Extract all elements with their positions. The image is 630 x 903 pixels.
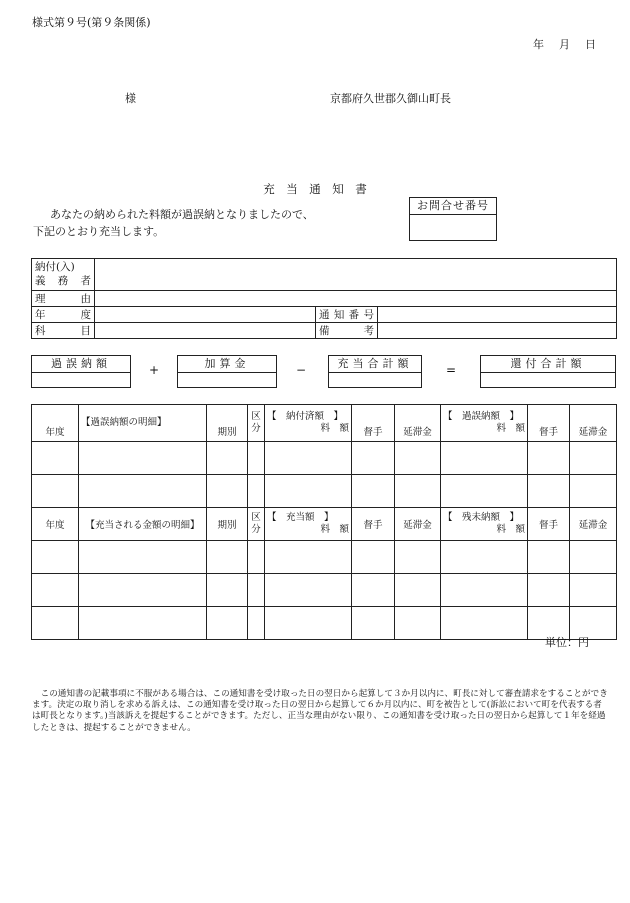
- minus-sign: −: [296, 363, 307, 377]
- form-number: 様式第９号(第９条関係): [32, 16, 151, 29]
- reason-row: [32, 291, 617, 307]
- inquiry-box: [409, 197, 497, 241]
- remaining-group-label: 【 残未納額 】: [443, 512, 520, 524]
- appropriated-group-label: 【 充当額 】: [267, 512, 334, 524]
- appropriated-total-label: 充当合計額: [329, 356, 421, 373]
- overpaid-group-label: 【 過誤納額 】: [443, 411, 520, 423]
- year-label: 年度: [32, 307, 95, 323]
- year-value: [95, 307, 316, 323]
- table-row: [32, 475, 617, 508]
- appeal-notice: この通知書の記載事項に不服がある場合は、この通知書を受け取った日の翌日から起算して３か月以内に、町長に対して審査請求をすることができます。決定の取り消しを求める訴えは、この通知書を受け取った日の翌日から起算して６か月以内に、町を被告として(訴訟において町を代表する者は町長となります。)当該訴えを提起することができます。ただし、正当な理由がない限り、この通知書を受け取った日の翌日から起算して１年を経過したときは、提起することができません。: [32, 689, 608, 733]
- recipient-suffix: 様: [125, 92, 136, 105]
- detail-table: [31, 404, 617, 640]
- remaining-fee-label: 料 額: [496, 524, 525, 535]
- col-year-2: 年度: [32, 508, 79, 541]
- col-division-1: 区: [251, 411, 261, 423]
- item-value: [95, 323, 316, 339]
- col-paid-fee: [265, 405, 352, 442]
- table-row: [32, 541, 617, 574]
- payer-value: [95, 259, 617, 291]
- message-line-1: あなたの納められた料額が過誤納となりましたので、: [50, 208, 314, 221]
- notice-number-label: 通知番号: [316, 307, 378, 323]
- remarks-value: [378, 323, 617, 339]
- col-overpaid-fee: [441, 405, 528, 442]
- payer-label-2: 義務者: [35, 274, 91, 287]
- paid-group-label: 【 納付済額 】: [267, 411, 344, 423]
- item-row: [32, 323, 617, 339]
- table-row: [32, 442, 617, 475]
- refund-total-box: [480, 355, 616, 388]
- detail-header-bottom: [32, 508, 617, 541]
- col-period: 期別: [207, 405, 248, 442]
- addition-box: [177, 355, 277, 388]
- appropriated-fee-label: 料 額: [320, 524, 349, 535]
- col-division-b-2: 分: [251, 524, 261, 535]
- col-paid-delay-charge: 延滞金: [395, 405, 441, 442]
- year-row: [32, 307, 617, 323]
- inquiry-value: [410, 215, 496, 219]
- col-remaining-delay-charge: 延滞金: [570, 508, 617, 541]
- addition-label: 加算金: [178, 356, 276, 373]
- overpaid-label: 過誤納額: [32, 356, 130, 373]
- message-line-2: 下記のとおり充当します。: [33, 225, 165, 238]
- col-period-2: 期別: [207, 508, 248, 541]
- col-overpaid-late-fee: 督手: [528, 405, 570, 442]
- unit-label: 単位：円: [545, 636, 589, 649]
- page-title: 充 当 通 知 書: [263, 182, 367, 196]
- remarks-label: 備考: [316, 323, 378, 339]
- reason-label: 理由: [32, 291, 95, 307]
- payer-label-1: 納付(入): [35, 261, 75, 274]
- equals-sign: =: [446, 363, 457, 377]
- col-year: 年度: [32, 405, 79, 442]
- col-remaining-late-fee: 督手: [528, 508, 570, 541]
- refund-total-label: 還付合計額: [481, 356, 615, 373]
- table-row: [32, 574, 617, 607]
- col-remaining-fee: [441, 508, 528, 541]
- payer-row: [32, 259, 617, 291]
- item-label: 科目: [32, 323, 95, 339]
- col-appropriated-late-fee: 督手: [352, 508, 395, 541]
- info-table: [31, 258, 617, 339]
- paid-fee-label: 料 額: [320, 423, 349, 434]
- plus-sign: +: [149, 363, 160, 377]
- col-division-b-1: 区: [251, 512, 261, 524]
- detail-header-top: [32, 405, 617, 442]
- col-division: [248, 405, 265, 442]
- issuer-name: 京都府久世郡久御山町長: [330, 92, 451, 105]
- reason-value: [95, 291, 617, 307]
- payer-label: [32, 259, 95, 291]
- col-paid-late-fee: 督手: [352, 405, 395, 442]
- col-appropriated-fee: [265, 508, 352, 541]
- col-appropriated-detail: 【充当される金額の明細】: [79, 508, 207, 541]
- col-appropriated-delay-charge: 延滞金: [395, 508, 441, 541]
- issue-date: 年 月 日: [533, 38, 598, 51]
- inquiry-label: お問合せ番号: [410, 198, 496, 215]
- overpaid-box: [31, 355, 131, 388]
- appropriated-total-box: [328, 355, 422, 388]
- col-division-2: 分: [251, 423, 261, 434]
- notice-number-value: [378, 307, 617, 323]
- col-division-b: [248, 508, 265, 541]
- col-overpaid-detail: 【過誤納額の明細】: [79, 405, 207, 442]
- col-overpaid-delay-charge: 延滞金: [570, 405, 617, 442]
- table-row: [32, 607, 617, 640]
- overpaid-fee-label: 料 額: [496, 423, 525, 434]
